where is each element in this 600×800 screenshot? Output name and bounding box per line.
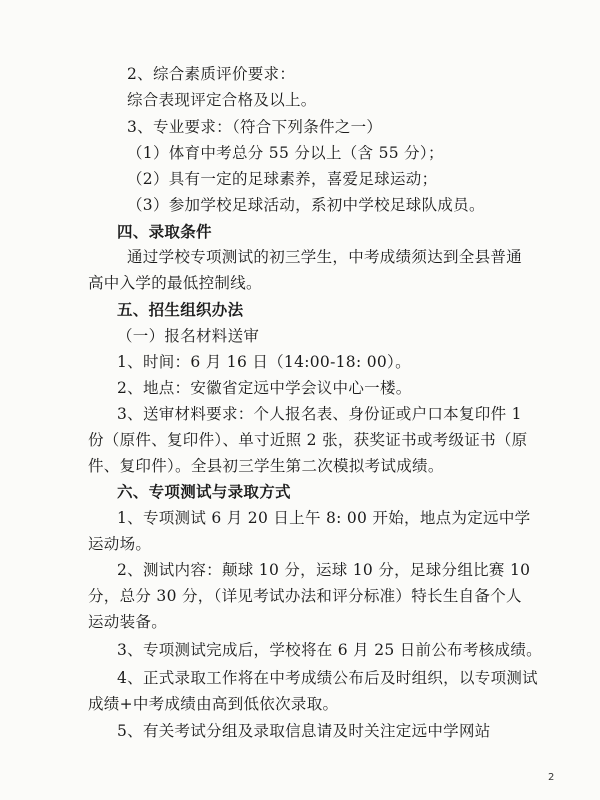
text-line: （2）具有一定的足球素养，喜爱足球运动； bbox=[127, 170, 438, 188]
text-line: （3）参加学校足球活动，系初中学校足球队成员。 bbox=[127, 196, 485, 214]
section-heading: 五、招生组织办法 bbox=[117, 300, 244, 319]
text-line: 运动场。 bbox=[88, 535, 152, 553]
text-line: 5、有关考试分组及录取信息请及时关注定远中学网站 bbox=[117, 722, 491, 740]
text-line: 1、专项测试 6 月 20 日上午 8: 00 开始，地点为定远中学 bbox=[117, 509, 531, 527]
text-line: 3、专业要求：（符合下列条件之一） bbox=[127, 118, 383, 136]
text-line: 2、测试内容：颠球 10 分，运球 10 分，足球分组比赛 10 bbox=[117, 561, 531, 579]
text-line: 综合表现评定合格及以上。 bbox=[127, 91, 317, 109]
text-line: 成绩+中考成绩由高到低依次录取。 bbox=[88, 695, 339, 713]
section-heading: 四、录取条件 bbox=[117, 222, 212, 241]
text-line: 1、时间：6 月 16 日（14:00-18: 00）。 bbox=[117, 353, 411, 371]
text-line: 2、地点：安徽省定远中学会议中心一楼。 bbox=[117, 379, 412, 397]
subsection-heading: （一）报名材料送审 bbox=[117, 327, 260, 345]
text-line: （1）体育中考总分 55 分以上（含 55 分）； bbox=[127, 144, 444, 162]
text-line: 分，总分 30 分，（详见考试办法和评分标准）特长生自备个人 bbox=[88, 587, 522, 605]
text-line: 3、送审材料要求：个人报名表、身份证或户口本复印件 1 bbox=[117, 405, 522, 423]
text-line: 2、综合素质评价要求： bbox=[127, 65, 296, 83]
page-number: 2 bbox=[548, 772, 555, 783]
text-line: 4、正式录取工作将在中考成绩公布后及时组织，以专项测试 bbox=[117, 669, 538, 687]
text-line: 份（原件、复印件）、单寸近照 2 张，获奖证书或考级证书（原 bbox=[88, 431, 528, 449]
text-line: 运动装备。 bbox=[88, 613, 168, 631]
text-line: 高中入学的最低控制线。 bbox=[88, 274, 262, 292]
section-heading: 六、专项测试与录取方式 bbox=[117, 482, 291, 501]
text-line: 通过学校专项测试的初三学生，中考成绩须达到全县普通 bbox=[127, 248, 523, 266]
text-line: 件、复印件）。全县初三学生第二次模拟考试成绩。 bbox=[88, 457, 444, 475]
text-line: 3、专项测试完成后，学校将在 6 月 25 日前公布考核成绩。 bbox=[117, 641, 542, 659]
